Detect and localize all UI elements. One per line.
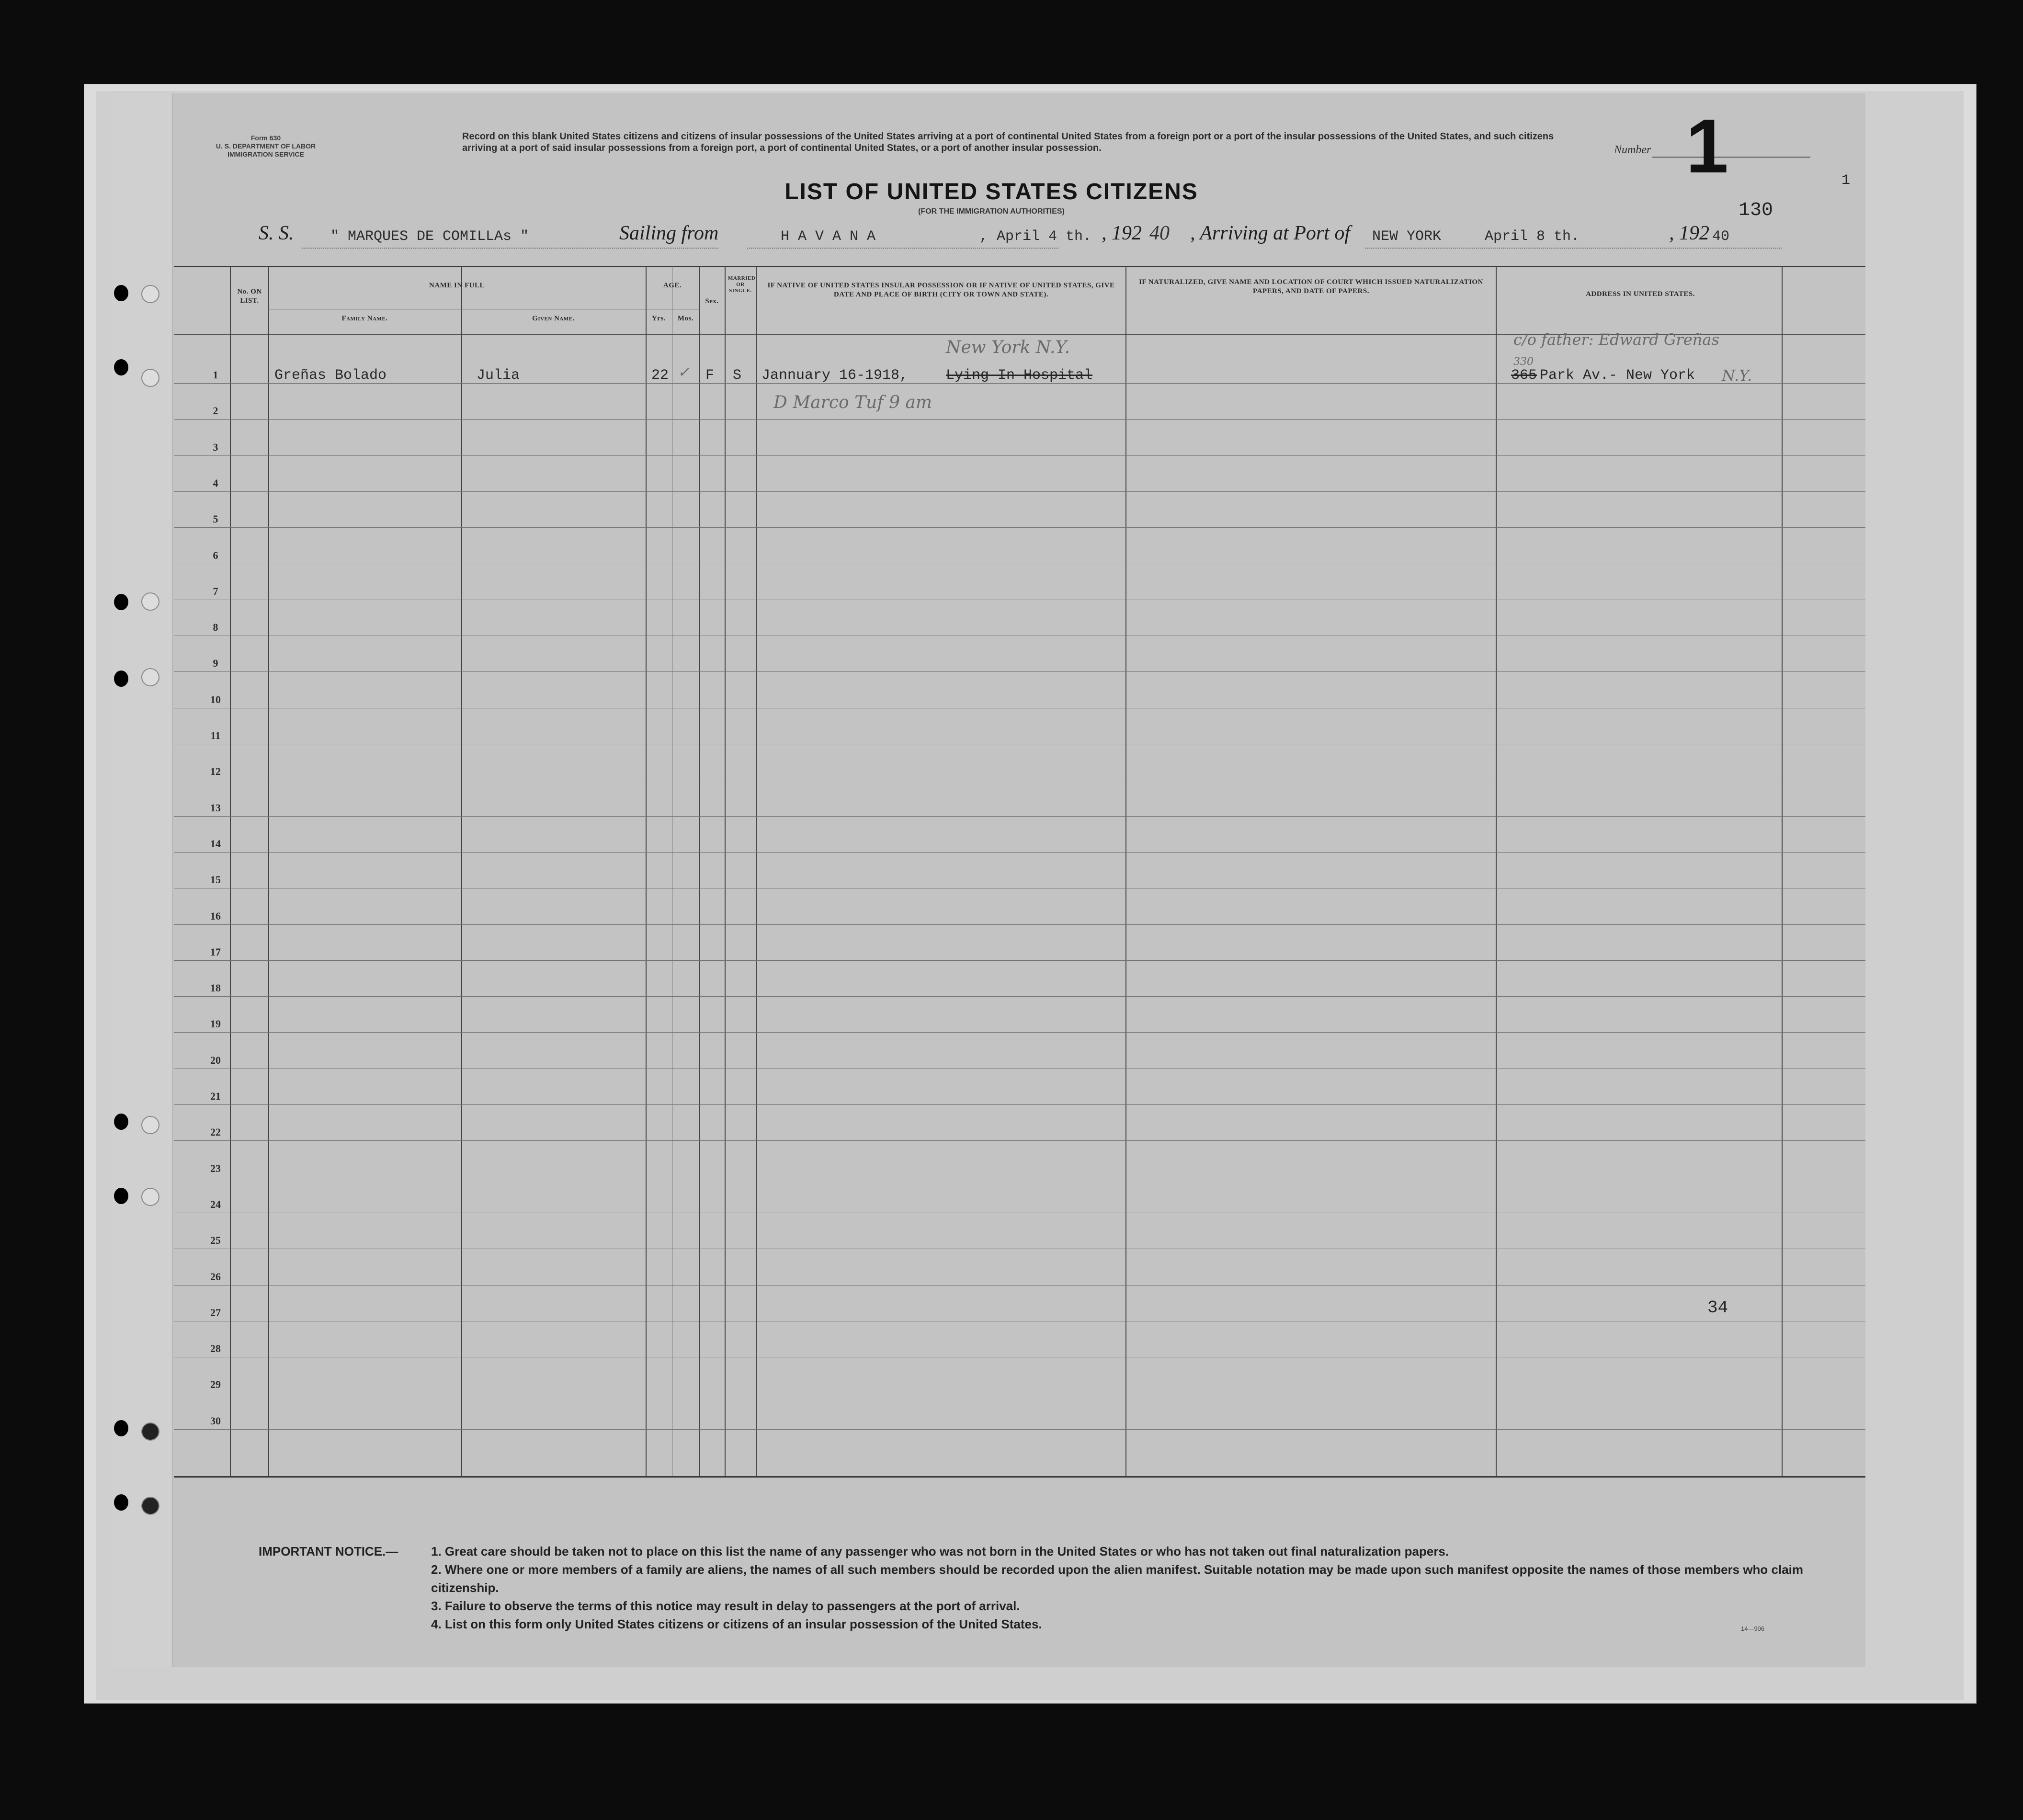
row-number: 27 [210, 1307, 221, 1319]
ring-hole-icon [141, 1422, 159, 1441]
row-line [174, 1104, 1865, 1105]
notice-label: IMPORTANT NOTICE.— [259, 1544, 398, 1558]
row1-address-state-handwritten: N.Y. [1722, 366, 1752, 385]
list-number: 1 [1686, 103, 1728, 189]
col-header-family: Family Name. [268, 309, 461, 323]
row-number: 6 [213, 549, 218, 561]
sail-date: , April 4 th. [979, 228, 1092, 245]
row-line [174, 1032, 1865, 1033]
row-number: 3 [213, 441, 218, 453]
form-info [204, 134, 328, 159]
row-line [174, 1140, 1865, 1141]
notice-item: 2. Where one or more members of a family are aliens, the names of all such members should be recorded upon the alien manifest. Suitable notation may be made upon such manifest opposite the names of those members who claim citizenship. [431, 1562, 1804, 1595]
sail-year-prefix: , 192 [1102, 222, 1142, 244]
col-divider [699, 266, 700, 1476]
arrive-year-prefix: , 192 [1669, 222, 1709, 244]
col-divider [461, 266, 462, 1476]
row-number: 11 [210, 729, 221, 741]
col-header-no: No. ON LIST. [237, 288, 262, 305]
notice-item: 1. Great care should be taken not to place on this list the name of any passenger who was not born in the United States or who has not taken out final naturalization papers. [431, 1544, 1449, 1558]
ring-hole-icon [141, 1116, 159, 1134]
row-number: 17 [210, 946, 221, 958]
row-number: 14 [210, 838, 221, 850]
row-number: 19 [210, 1018, 221, 1030]
form-instructions: Record on this blank United States citizens and citizens of insular possessions of the United States arriving at a port of continental United States from a foreign port or a port of the insular possessions of the United States, and such citizens arriving at a port of said insular possessions from a foreign port, a port of continental United States, or a port of another insular possession. [462, 131, 1554, 153]
col-header-address: ADDRESS IN UNITED STATES. [1586, 290, 1695, 298]
row1-address: Park Av.- New York [1540, 367, 1695, 384]
row-number: 1 [213, 369, 218, 381]
arrive-year: 40 [1712, 228, 1730, 245]
row2-birth-handwritten: D Marco Tuf 9 am [773, 393, 932, 412]
service: IMMIGRATION SERVICE [227, 150, 304, 158]
ring-hole-icon [141, 1188, 159, 1206]
row-number: 22 [210, 1126, 221, 1138]
ring-hole-icon [141, 592, 159, 611]
row1-married: S [733, 367, 742, 384]
row-number: 10 [210, 694, 221, 705]
col-divider [1782, 266, 1783, 1476]
row-number: 5 [213, 513, 218, 525]
ss-label: S. S. [259, 222, 294, 244]
punch-hole [114, 359, 128, 375]
punch-hole [114, 594, 128, 610]
department: U. S. DEPARTMENT OF LABOR [216, 142, 316, 150]
row-number: 30 [210, 1415, 221, 1427]
row-number: 9 [213, 657, 218, 669]
row-line [174, 960, 1865, 961]
notice-item: 4. List on this form only United States citizens or citizens of an insular possession of the United States. [431, 1617, 1042, 1631]
punch-hole [114, 1188, 128, 1204]
ship-name: " MARQUES DE COMILLAs " [330, 228, 529, 245]
punch-hole [114, 671, 128, 687]
ring-hole-icon [141, 1497, 159, 1515]
col-header-given: Given Name. [461, 309, 646, 323]
row-number: 18 [210, 982, 221, 994]
col-divider [268, 266, 269, 1476]
row-line [174, 996, 1865, 997]
punch-hole [114, 1494, 128, 1511]
row-number: 2 [213, 405, 218, 417]
punch-hole [114, 1114, 128, 1130]
row1-birth-struck: Lying-In Hospital [946, 367, 1093, 384]
row1-mos-check: ✓ [678, 364, 690, 381]
row-number: 13 [210, 802, 221, 814]
punch-hole [114, 1420, 128, 1436]
side-mark: 1 [1841, 172, 1851, 189]
number-label: Number [1614, 144, 1651, 156]
row1-yrs: 22 [651, 367, 669, 384]
row-line [174, 419, 1865, 420]
row1-address-struck: 365 [1511, 367, 1537, 384]
row-line [174, 527, 1865, 528]
col-divider [1496, 266, 1497, 1476]
col-divider [1125, 266, 1126, 1476]
table-top-border [174, 266, 1865, 267]
row1-sex: F [705, 367, 715, 384]
stamp-number: 34 [1707, 1298, 1728, 1318]
row-line [174, 816, 1865, 817]
arriving-label: , Arriving at Port of [1190, 222, 1351, 244]
ring-hole-icon [141, 668, 159, 686]
row-line [174, 455, 1865, 456]
page-number: 130 [1739, 200, 1773, 221]
row-number: 21 [210, 1090, 221, 1102]
col-header-yrs: Yrs. [646, 309, 672, 323]
col-header-age: AGE. [663, 282, 682, 289]
col-header-sex: Sex. [705, 297, 719, 305]
sail-year-handwritten: 40 [1149, 222, 1170, 244]
row-line [174, 1429, 1865, 1430]
ring-hole-icon [141, 369, 159, 387]
row-number: 26 [210, 1271, 221, 1283]
row1-address-number-handwritten: 330 [1513, 356, 1534, 368]
row1-birth-handwritten: New York N.Y. [946, 338, 1070, 357]
row1-birth-typed: Jannuary 16-1918, [761, 367, 909, 384]
notice-item: 3. Failure to observe the terms of this notice may result in delay to passengers at the port of arrival. [431, 1599, 1020, 1613]
punch-hole [114, 285, 128, 301]
row-line [174, 852, 1865, 853]
notice-items [431, 1542, 1810, 1633]
row-number: 20 [210, 1054, 221, 1066]
col-header-name-in-full: NAME IN FULL [429, 282, 485, 289]
col-header-birth: IF NATIVE OF UNITED STATES INSULAR POSSESSION OR IF NATIVE OF UNITED STATES, GIVE DATE AND PLACE OF BIRTH (CITY OR TOWN AND STATE). [767, 282, 1115, 298]
ring-hole-icon [141, 285, 159, 303]
row-number: 15 [210, 874, 221, 886]
form-code: 14—906 [1741, 1625, 1765, 1632]
col-divider [756, 266, 757, 1476]
row-number: 28 [210, 1342, 221, 1354]
page-title: LIST OF UNITED STATES CITIZENS [784, 179, 1198, 205]
row-number: 8 [213, 621, 218, 633]
row-number: 16 [210, 910, 221, 922]
row1-family-name: Greñas Bolado [274, 367, 387, 384]
col-header-naturalized: IF NATURALIZED, GIVE NAME AND LOCATION OF COURT WHICH ISSUED NATURALIZATION PAPERS, AND DATE OF PAPERS. [1139, 278, 1483, 295]
row-number: 25 [210, 1234, 221, 1246]
number-underline [1652, 157, 1810, 158]
to-port: NEW YORK [1372, 228, 1442, 245]
sailing-label: Sailing from [619, 222, 719, 244]
row-line [174, 671, 1865, 672]
row-number: 24 [210, 1198, 221, 1210]
row1-given-name: Julia [477, 367, 520, 384]
col-divider [230, 266, 231, 1476]
row-line [174, 924, 1865, 925]
row-number: 29 [210, 1378, 221, 1390]
row-number: 7 [213, 585, 218, 597]
col-header-married: MARRIED OR SINGLE. [728, 275, 756, 294]
row-number: 4 [213, 477, 218, 489]
manifest-page [110, 93, 1865, 1667]
from-port: H A V A N A [781, 228, 876, 245]
col-divider [725, 266, 726, 1476]
col-header-mos: Mos. [672, 309, 699, 323]
row-line [174, 491, 1865, 492]
col-divider [646, 266, 647, 1476]
form-number: Form 630 [250, 134, 281, 142]
row-number: 12 [210, 765, 221, 777]
row-number: 23 [210, 1162, 221, 1174]
arrive-date: April 8 th. [1485, 228, 1580, 245]
table-bottom-border [174, 1476, 1865, 1478]
row1-address-handwritten: c/o father: Edward Greñas [1513, 330, 1719, 349]
page-subtitle: (FOR THE IMMIGRATION AUTHORITIES) [918, 207, 1065, 216]
